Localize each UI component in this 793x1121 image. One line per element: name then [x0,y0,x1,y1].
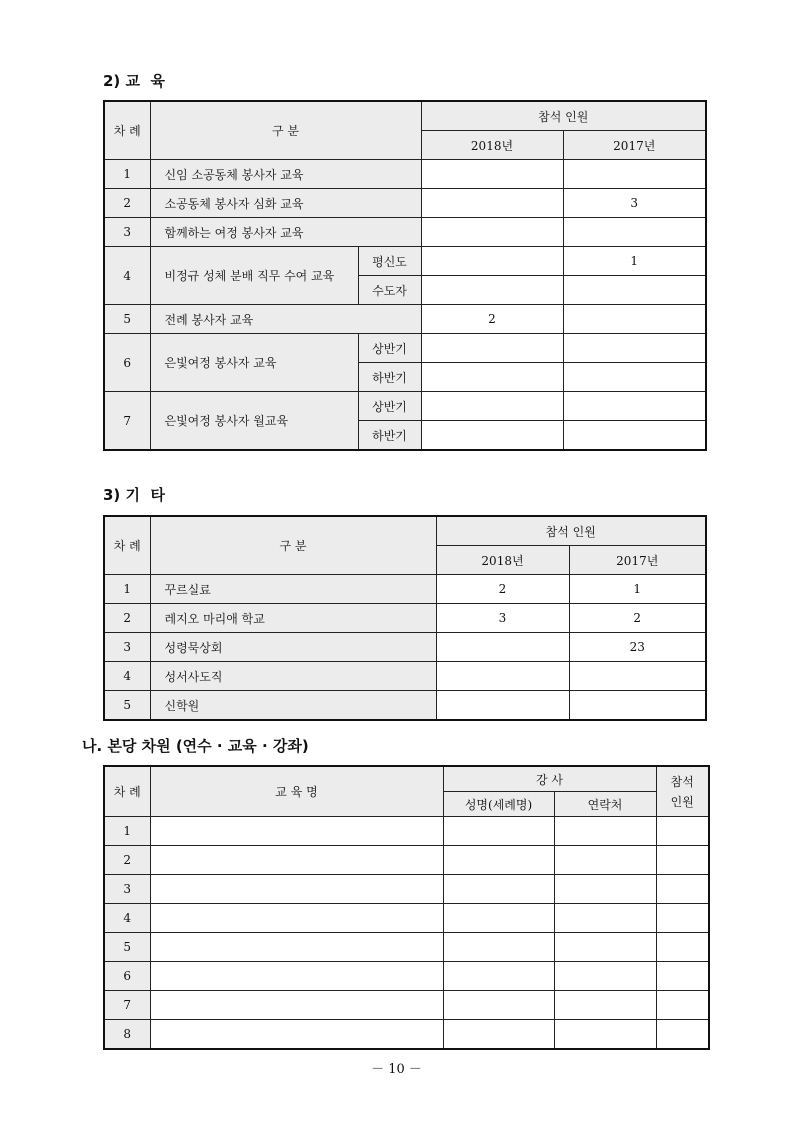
cell-2018 [421,189,563,218]
cell-contact [554,962,656,991]
cell-2018 [421,160,563,189]
table-row [104,247,706,276]
cell-contact [554,1020,656,1050]
table-row [104,904,709,933]
section-heading-education: 2) 교 육 [103,72,165,90]
row-label: 성서사도직 [150,662,436,691]
row-number: 5 [104,305,150,334]
table-row [104,604,706,633]
row-number: 4 [104,904,150,933]
cell-2017 [563,334,706,363]
row-number: 1 [104,817,150,846]
cell-2017 [563,421,706,451]
cell-education-name [150,991,443,1020]
row-label: 꾸르실료 [150,575,436,604]
table-row [104,817,709,846]
table-row [104,1020,709,1050]
cell-education-name [150,846,443,875]
row-number: 7 [104,392,150,451]
header-order: 차 례 [104,516,150,575]
cell-2017 [563,363,706,392]
header-category: 구 분 [150,516,436,575]
row-label: 비정규 성체 분배 직무 수여 교육 [150,247,358,305]
row-sublabel: 평신도 [358,247,421,276]
page-number: － 10 － [371,1062,422,1077]
row-number: 4 [104,662,150,691]
row-sublabel: 상반기 [358,334,421,363]
row-label: 소공동체 봉사자 심화 교육 [150,189,421,218]
row-number: 3 [104,875,150,904]
header-year-2017: 2017년 [569,546,706,575]
cell-2017: 1 [563,247,706,276]
cell-attendance [656,933,709,962]
cell-lecturer-name [443,1020,554,1050]
cell-attendance [656,817,709,846]
cell-contact [554,933,656,962]
row-number: 3 [104,218,150,247]
education-table [103,100,707,451]
cell-education-name [150,904,443,933]
row-number: 5 [104,933,150,962]
row-sublabel: 상반기 [358,392,421,421]
cell-lecturer-name [443,846,554,875]
cell-lecturer-name [443,817,554,846]
cell-2017 [569,662,706,691]
header-attendance: 참석 인원 [436,516,706,546]
cell-2018: 3 [436,604,569,633]
header-order: 차 례 [104,101,150,160]
cell-attendance [656,991,709,1020]
header-lecturer: 강 사 [443,766,656,792]
cell-education-name [150,933,443,962]
table-row [104,160,706,189]
row-number: 2 [104,846,150,875]
row-label: 은빛여정 봉사자 월교육 [150,392,358,451]
row-label: 전례 봉사자 교육 [150,305,421,334]
row-label: 함께하는 여정 봉사자 교육 [150,218,421,247]
table-row [104,991,709,1020]
header-attendance-line1: 참석 [670,774,694,789]
header-attendance: 참석 인원 [421,101,706,131]
cell-2017: 23 [569,633,706,662]
cell-2018 [421,421,563,451]
row-number: 8 [104,1020,150,1050]
cell-attendance [656,846,709,875]
cell-2017 [569,691,706,721]
table-row [104,305,706,334]
header-attendance-line2: 인원 [670,794,694,809]
cell-lecturer-name [443,933,554,962]
cell-2017 [563,392,706,421]
cell-education-name [150,962,443,991]
cell-lecturer-name [443,991,554,1020]
row-number: 6 [104,962,150,991]
cell-2017 [563,160,706,189]
row-number: 2 [104,604,150,633]
cell-education-name [150,875,443,904]
section-heading-parish: 나. 본당 차원 (연수 · 교육 · 강좌) [82,737,309,755]
parish-table [103,765,710,1050]
row-sublabel: 하반기 [358,421,421,451]
table-row [104,846,709,875]
row-number: 5 [104,691,150,721]
cell-2017: 1 [569,575,706,604]
cell-attendance [656,1020,709,1050]
row-label: 신임 소공동체 봉사자 교육 [150,160,421,189]
table-row [104,633,706,662]
row-label: 신학원 [150,691,436,721]
row-number: 7 [104,991,150,1020]
header-lecturer-name: 성명(세례명) [443,792,554,817]
cell-2018 [436,691,569,721]
cell-2017 [563,305,706,334]
cell-contact [554,817,656,846]
row-label: 레지오 마리애 학교 [150,604,436,633]
cell-attendance [656,962,709,991]
cell-2017 [563,218,706,247]
cell-2018 [421,392,563,421]
table-row [104,334,706,363]
table-row [104,933,709,962]
cell-2018: 2 [436,575,569,604]
cell-attendance [656,904,709,933]
cell-lecturer-name [443,875,554,904]
row-label: 성령묵상회 [150,633,436,662]
header-education-name: 교 육 명 [150,766,443,817]
header-contact: 연락처 [554,792,656,817]
table-row [104,962,709,991]
row-label: 은빛여정 봉사자 교육 [150,334,358,392]
table-row [104,189,706,218]
cell-attendance [656,875,709,904]
cell-2017: 2 [569,604,706,633]
cell-lecturer-name [443,962,554,991]
cell-2018 [421,247,563,276]
header-year-2018: 2018년 [436,546,569,575]
cell-contact [554,991,656,1020]
header-year-2017: 2017년 [563,131,706,160]
table-row [104,392,706,421]
table-row [104,575,706,604]
other-table [103,515,707,721]
cell-lecturer-name [443,904,554,933]
header-order: 차 례 [104,766,150,817]
cell-contact [554,846,656,875]
cell-2017: 3 [563,189,706,218]
cell-education-name [150,1020,443,1050]
row-number: 1 [104,160,150,189]
table-row [104,218,706,247]
row-number: 4 [104,247,150,305]
cell-2018 [436,662,569,691]
header-category: 구 분 [150,101,421,160]
cell-2018: 2 [421,305,563,334]
cell-2017 [563,276,706,305]
table-row [104,662,706,691]
cell-2018 [436,633,569,662]
cell-2018 [421,276,563,305]
row-number: 2 [104,189,150,218]
row-number: 1 [104,575,150,604]
header-year-2018: 2018년 [421,131,563,160]
cell-2018 [421,363,563,392]
row-number: 6 [104,334,150,392]
header-attendance [656,766,709,817]
cell-education-name [150,817,443,846]
table-row [104,691,706,721]
row-sublabel: 하반기 [358,363,421,392]
row-number: 3 [104,633,150,662]
cell-contact [554,904,656,933]
table-row [104,875,709,904]
cell-2018 [421,334,563,363]
cell-contact [554,875,656,904]
section-heading-other: 3) 기 타 [103,486,165,504]
row-sublabel: 수도자 [358,276,421,305]
cell-2018 [421,218,563,247]
